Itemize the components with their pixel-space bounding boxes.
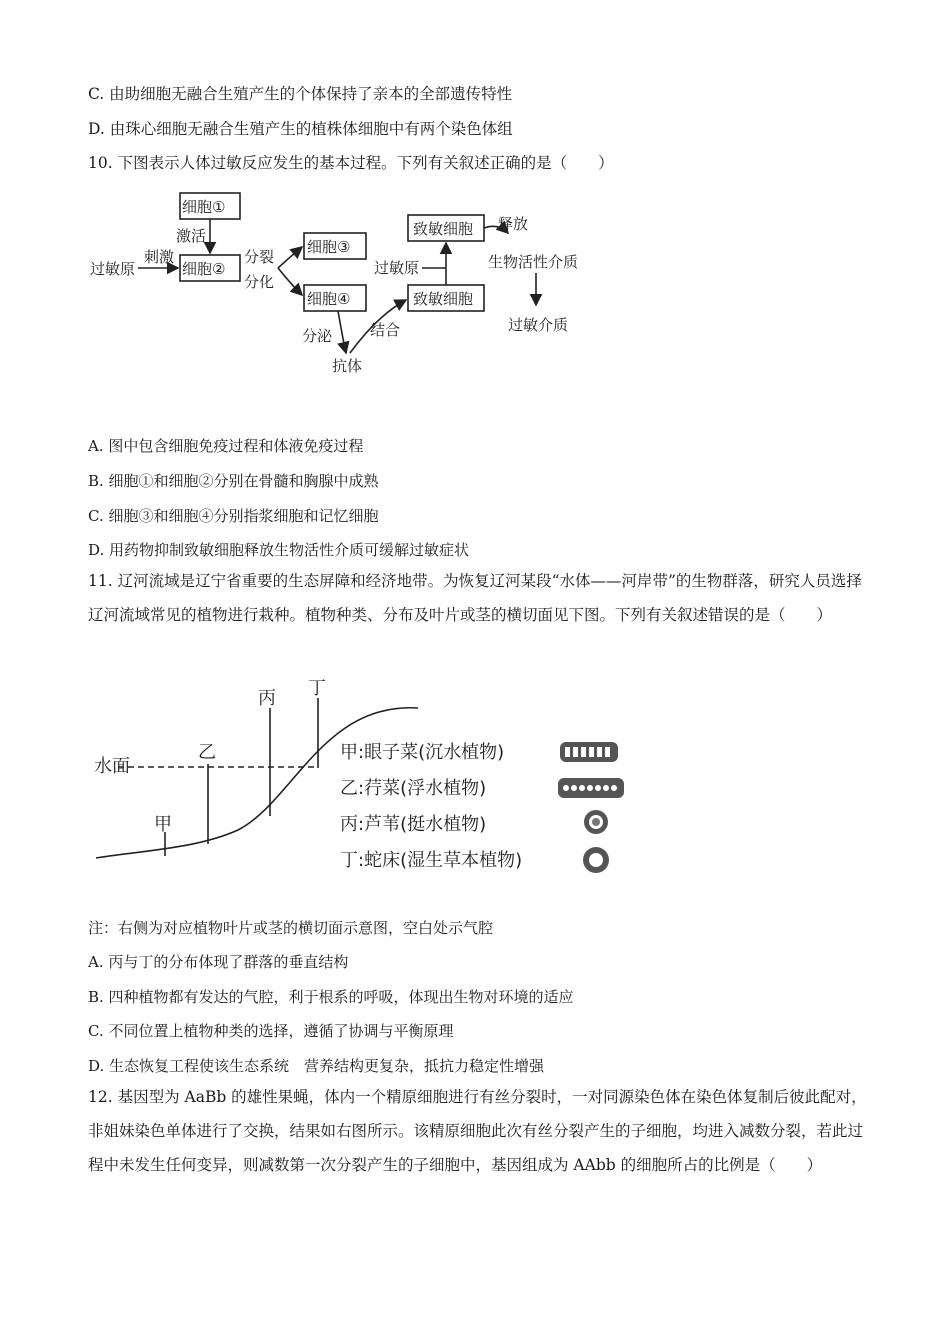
bing-label: 丙 <box>258 688 276 709</box>
legend-ding: 丁:蛇床(湿生草本植物) <box>340 850 523 871</box>
allergen-left-label: 过敏原 <box>90 260 136 278</box>
q11-stem: 11. 辽河流域是辽宁省重要的生态屏障和经济地带。为恢复辽河某段“水体——河岸带”的生物群落，研究人员选择辽河流域常见的植物进行栽种。植物种类、分布及叶片或茎的横切面见下图。下列有关叙述错误的是（ ） <box>88 572 862 624</box>
jia-cross-section-icon <box>560 742 618 762</box>
yi-cross-section-icon <box>558 778 624 798</box>
yi-label: 乙 <box>198 742 216 763</box>
arrow-cell2-to-cell4 <box>278 268 302 295</box>
allergic-mediator-label: 过敏介质 <box>508 316 569 334</box>
activate-label: 激活 <box>176 227 207 245</box>
q11-option-b: B. 四种植物都有发达的气腔，利于根系的呼吸，体现出生物对环境的适应 <box>88 988 574 1006</box>
ding-label: 丁 <box>308 678 326 699</box>
q10-option-c: C. 细胞③和细胞④分别指浆细胞和记忆细胞 <box>88 507 379 525</box>
q11-option-c: C. 不同位置上植物种类的选择，遵循了协调与平衡原理 <box>88 1022 454 1040</box>
ding-cross-section-icon <box>583 847 609 873</box>
q11-option-d: D. 生态恢复工程使该生态系统 营养结构更复杂，抵抗力稳定性增强 <box>88 1057 545 1075</box>
antibody-label: 抗体 <box>332 357 363 375</box>
sensitized-cell-bottom-label: 致敏细胞 <box>413 290 474 308</box>
legend-yi: 乙:荇菜(浮水植物) <box>340 778 487 799</box>
release-label: 释放 <box>498 215 529 233</box>
secrete-label: 分泌 <box>302 327 333 345</box>
cell3-label: 细胞③ <box>307 238 351 256</box>
jia-label: 甲 <box>154 814 172 835</box>
prev-option-d: D. 由珠心细胞无融合生殖产生的植株体细胞中有两个染色体组 <box>88 120 513 138</box>
q10-stem: 10. 下图表示人体过敏反应发生的基本过程。下列有关叙述正确的是（ ） <box>88 154 614 172</box>
q10-option-b: B. 细胞①和细胞②分别在骨髓和胸腺中成熟 <box>88 472 379 490</box>
q11-option-a: A. 丙与丁的分布体现了群落的垂直结构 <box>88 953 349 971</box>
cell2-label: 细胞② <box>182 260 226 278</box>
bind-label: 结合 <box>370 321 401 339</box>
legend-jia: 甲:眼子菜(沉水植物) <box>340 742 505 763</box>
q11-note: 注：右侧为对应植物叶片或茎的横切面示意图，空白处示气腔 <box>88 919 494 937</box>
q10-option-a: A. 图中包含细胞免疫过程和体液免疫过程 <box>88 437 364 455</box>
q10-allergy-diagram <box>88 185 608 385</box>
q12-stem: 12. 基因型为 AaBb 的雄性果蝇，体内一个精原细胞进行有丝分裂时，一对同源染色体在染色体复制后彼此配对，非姐妹染色单体进行了交换，结果如右图所示。该精原细胞此次有丝分裂产生的子细胞，均进入减数分裂，若此过程中未发生任何变异，则减数第一次分裂产生的子细胞中，基因组成为 AAbb 的细胞所占的比例是（ ） <box>88 1088 867 1174</box>
arrow-cell4-to-antibody <box>338 311 346 353</box>
legend-bing: 丙:芦苇(挺水植物) <box>340 814 487 835</box>
allergen-mid-label: 过敏原 <box>374 259 420 277</box>
bing-cross-section-icon <box>584 810 608 834</box>
divide-label: 分裂 <box>244 248 275 266</box>
sensitized-cell-top-label: 致敏细胞 <box>413 220 474 238</box>
stimulate-label: 刺激 <box>144 248 175 266</box>
cell4-label: 细胞④ <box>307 290 351 308</box>
water-surface-label: 水面 <box>94 756 130 777</box>
cell1-label: 细胞① <box>182 198 226 216</box>
q11-riverbank-diagram <box>88 672 628 882</box>
q10-option-d: D. 用药物抑制致敏细胞释放生物活性介质可缓解过敏症状 <box>88 541 470 559</box>
prev-option-c: C. 由助细胞无融合生殖产生的个体保持了亲本的全部遗传特性 <box>88 85 513 103</box>
differentiate-label: 分化 <box>244 273 275 291</box>
bioactive-label: 生物活性介质 <box>488 253 579 271</box>
arrow-cell2-to-cell3 <box>278 247 302 268</box>
